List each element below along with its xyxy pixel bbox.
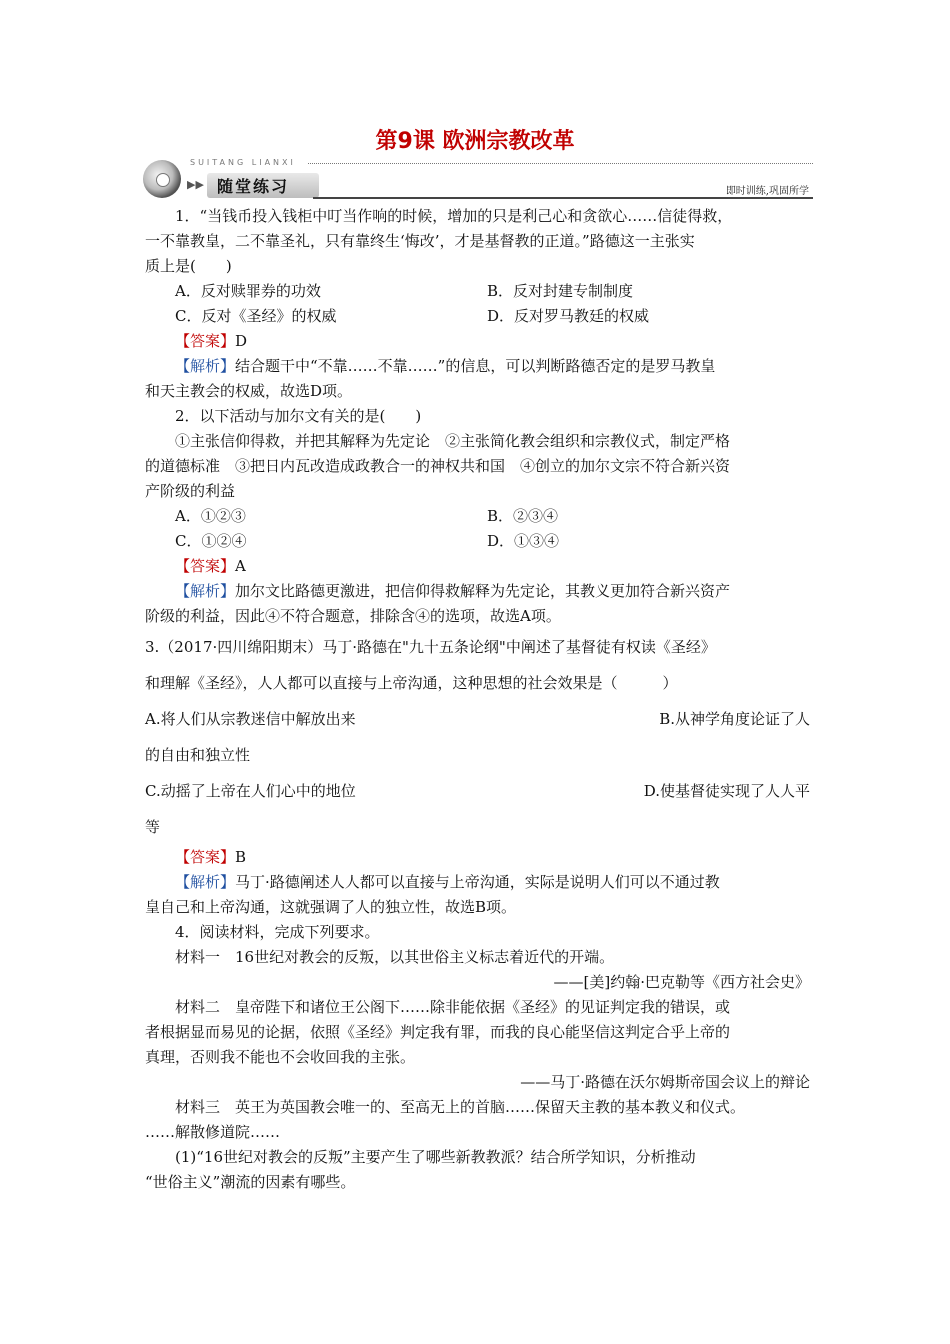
q3-analysis: 皇自己和上帝沟通，这就强调了人的独立性，故选B项。 (145, 898, 517, 916)
q1-options (145, 279, 810, 329)
q1-option-a: A．反对赎罪券的功效 (175, 282, 321, 300)
answer-tag: 【答案】 (175, 332, 236, 350)
arrow-icon: ▶▶ (187, 178, 204, 191)
q1-stem: 一不靠教皇，二不靠圣礼，只有靠终生‘悔改’，才是基督教的正道。”路德这一主张实 (145, 232, 695, 250)
q1-option-b: B．反对封建专制制度 (487, 282, 634, 300)
q3-analysis (145, 870, 810, 895)
answer-tag: 【答案】 (175, 557, 236, 575)
q3-option-b-cont: 的自由和独立性 (145, 746, 251, 764)
q1-stem: 1．“当钱币投入钱柜中叮当作响的时候，增加的只是利己心和贪欲心……信徒得救， (175, 207, 733, 225)
q3-option-c: C.动摇了上帝在人们心中的地位 (145, 782, 356, 800)
q1-option-d: D．反对罗马教廷的权威 (487, 307, 650, 325)
answer-tag: 【答案】 (175, 848, 236, 866)
q4-material-2-source: ——马丁·路德在沃尔姆斯帝国会议上的辩论 (520, 1073, 810, 1091)
q4-material-1: 材料一 16世纪对教会的反叛，以其世俗主义标志着近代的开端。 (175, 948, 615, 966)
q3-option-d: D.使基督徒实现了人人平 (643, 782, 810, 800)
q1-option-c: C．反对《圣经》的权威 (175, 307, 337, 325)
q2-option-b: B．②③④ (487, 507, 559, 525)
q2-items: 的道德标准 ③把日内瓦改造成政教合一的神权共和国 ④创立的加尔文宗不符合新兴资 (145, 457, 731, 475)
q3-option-d-cont: 等 (145, 818, 161, 836)
analysis-tag: 【解析】 (175, 357, 236, 375)
q2-analysis (145, 579, 810, 604)
answer-value: D (235, 332, 248, 350)
q4-sub-question-1: “世俗主义”潮流的因素有哪些。 (145, 1173, 356, 1191)
analysis-tag: 【解析】 (175, 582, 236, 600)
page-title: 第9课 欧洲宗教改革 (375, 129, 575, 154)
gear-icon (143, 160, 181, 198)
analysis-tag: 【解析】 (175, 873, 236, 891)
q3-stem: 3.（2017·四川绵阳期末）马丁·路德在"九十五条论纲"中阐述了基督徒有权读《圣经》 (145, 638, 716, 656)
q4-material-2: 者根据显而易见的论据，依照《圣经》判定我有罪，而我的良心能坚信这判定合乎上帝的 (145, 1023, 731, 1041)
q2-items: ①主张信仰得救，并把其解释为先定论 ②主张简化教会组织和宗教仪式，制定严格 (175, 432, 731, 450)
banner-pinyin: SUITANG LIANXI (190, 158, 296, 167)
q1-stem: 质上是( ) (145, 257, 232, 275)
analysis-text: 加尔文比路德更激进，把信仰得救解释为先定论，其教义更加符合新兴资产 (235, 582, 731, 600)
q2-option-d: D．①③④ (487, 532, 560, 550)
q2-items: 产阶级的利益 (145, 482, 236, 500)
q2-options (145, 504, 810, 554)
q2-option-a: A．①②③ (175, 507, 246, 525)
q2-stem: 2．以下活动与加尔文有关的是( ) (175, 407, 422, 425)
q1-answer (145, 329, 810, 354)
exercise-content (145, 204, 810, 1195)
banner-label: 随堂练习 (207, 173, 319, 198)
q3-option-b: B.从神学角度论证了人 (659, 710, 810, 728)
analysis-text: 马丁·路德阐述人人都可以直接与上帝沟通，实际是说明人们可以不通过教 (235, 873, 720, 891)
q2-answer (145, 554, 810, 579)
q3-options-row (145, 701, 810, 737)
q1-analysis (145, 354, 810, 379)
q4-material-1-source: ——[美]约翰·巴克勒等《西方社会史》 (553, 973, 810, 991)
q2-option-c: C．①②④ (175, 532, 247, 550)
q3-stem: 和理解《圣经》，人人都可以直接与上帝沟通，这种思想的社会效果是（ ） (145, 674, 678, 692)
q4-material-3: 材料三 英王为英国教会唯一的、至高无上的首脑……保留天主教的基本教义和仪式。 (175, 1098, 746, 1116)
q4-material-2: 真理，否则我不能也不会收回我的主张。 (145, 1048, 416, 1066)
q1-analysis: 和天主教会的权威，故选D项。 (145, 382, 353, 400)
analysis-text: 结合题干中“不靠……不靠……”的信息，可以判断路德否定的是罗马教皇 (235, 357, 716, 375)
q3-block (145, 629, 810, 845)
q3-answer (145, 845, 810, 870)
answer-value: B (235, 848, 247, 866)
answer-value: A (235, 557, 246, 575)
q3-options-row (145, 773, 810, 809)
q4-sub-question-1: (1)“16世纪对教会的反叛”主要产生了哪些新教教派？结合所学知识，分析推动 (175, 1148, 696, 1166)
banner-divider (313, 197, 813, 199)
q4-stem: 4．阅读材料，完成下列要求。 (175, 923, 380, 941)
banner-dotted-line (308, 163, 813, 164)
banner-slogan: 即时训练,巩固所学 (725, 186, 809, 197)
q4-material-2: 材料二 皇帝陛下和诸位王公阁下……除非能依据《圣经》的见证判定我的错误，或 (175, 998, 731, 1016)
q3-option-a: A.将人们从宗教迷信中解放出来 (145, 710, 356, 728)
section-banner (143, 158, 813, 200)
q4-material-3: ……解散修道院…… (145, 1123, 281, 1141)
q2-analysis: 阶级的利益，因此④不符合题意，排除含④的选项，故选A项。 (145, 607, 561, 625)
